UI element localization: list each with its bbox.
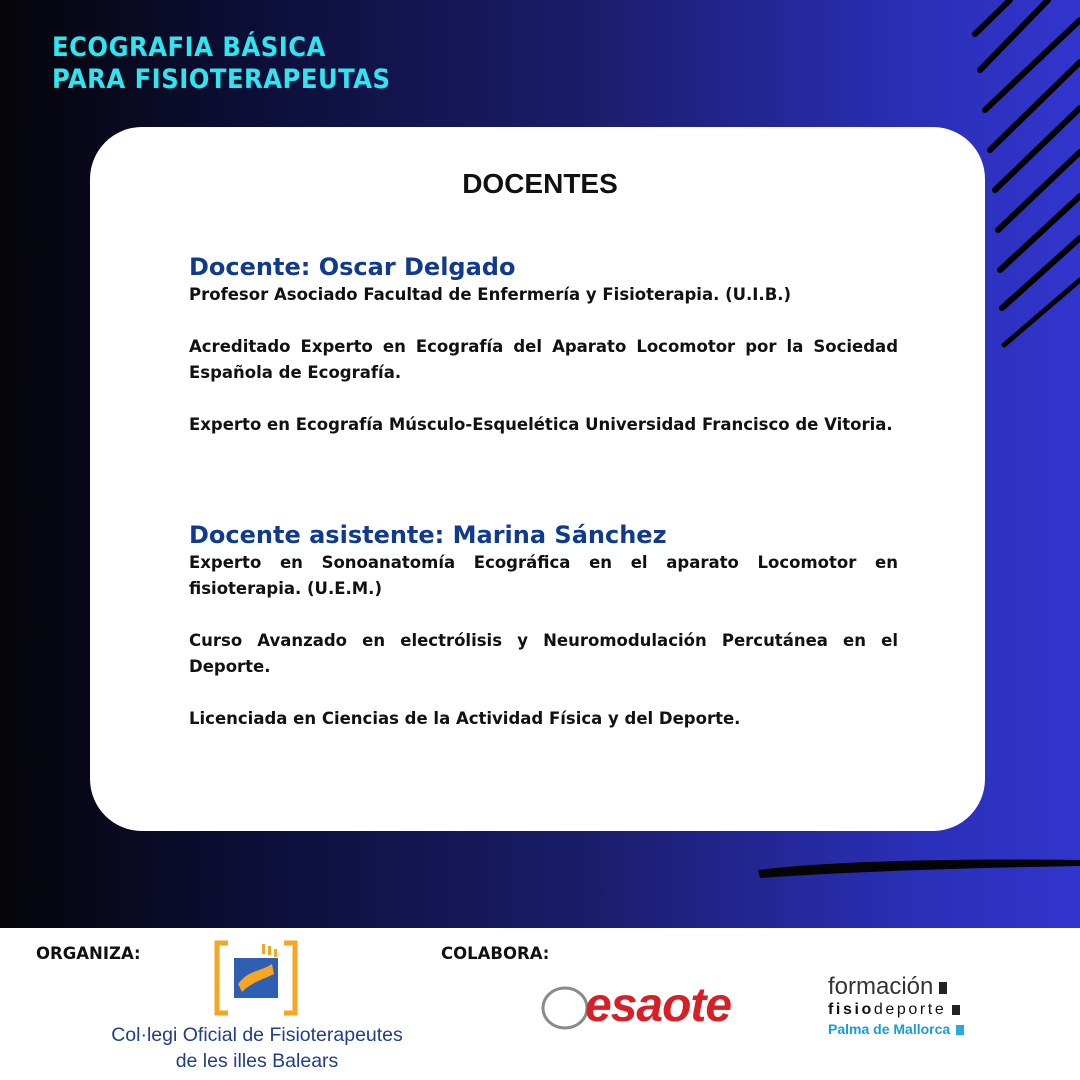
esaote-e-icon [540,982,590,1032]
docente-paragraph: Acreditado Experto en Ecografía del Aparato Locomotor por la Sociedad Española de Ecografía. [189,337,898,382]
formacion-line2b: deporte [873,1001,947,1018]
docente-paragraph: Experto en Sonoanatomía Ecográfica en el aparato Locomotor en fisioterapia. (U.E.M.) [189,553,898,598]
organiza-label: ORGANIZA: [36,944,141,963]
cofib-logo-icon [214,940,298,1016]
cofib-line2: de les illes Balears [175,1050,339,1072]
square-mark [939,982,947,994]
formacion-fisiodeporte-logo [828,974,964,1038]
course-title-line1: ECOGRAFIA BÁSICA [52,32,326,63]
square-mark [952,1005,960,1015]
docente-section-marina [189,520,898,732]
esaote-logo: esaote [585,979,732,1032]
square-mark-blue [956,1025,964,1035]
course-title-line2: PARA FISIOTERAPEUTAS [52,64,391,95]
docente-paragraph: Experto en Ecografía Músculo-Esquelética Universidad Francisco de Vitoria. [189,415,893,434]
docente-section-oscar [189,252,898,438]
cofib-line1: Col·legi Oficial de Fisioterapeutes [111,1024,403,1046]
formacion-line2a: fisio [828,1001,874,1018]
brush-stroke [758,859,1080,878]
docente-title: Docente: Oscar Delgado [189,253,516,281]
docente-title: Docente asistente: Marina Sánchez [189,521,667,549]
course-title [52,32,390,96]
formacion-line3: Palma de Mallorca [828,1021,951,1037]
formacion-line1: formación [828,973,934,1000]
cofib-logo-text [90,1022,424,1074]
colabora-label: COLABORA: [441,944,550,963]
docente-paragraph: Licenciada en Ciencias de la Actividad Física y del Deporte. [189,709,741,728]
docente-paragraph: Curso Avanzado en electrólisis y Neuromodulación Percutánea en el Deporte. [189,631,898,676]
docente-paragraph: Profesor Asociado Facultad de Enfermería y Fisioterapia. (U.I.B.) [189,285,792,304]
card-heading: DOCENTES [462,168,618,199]
